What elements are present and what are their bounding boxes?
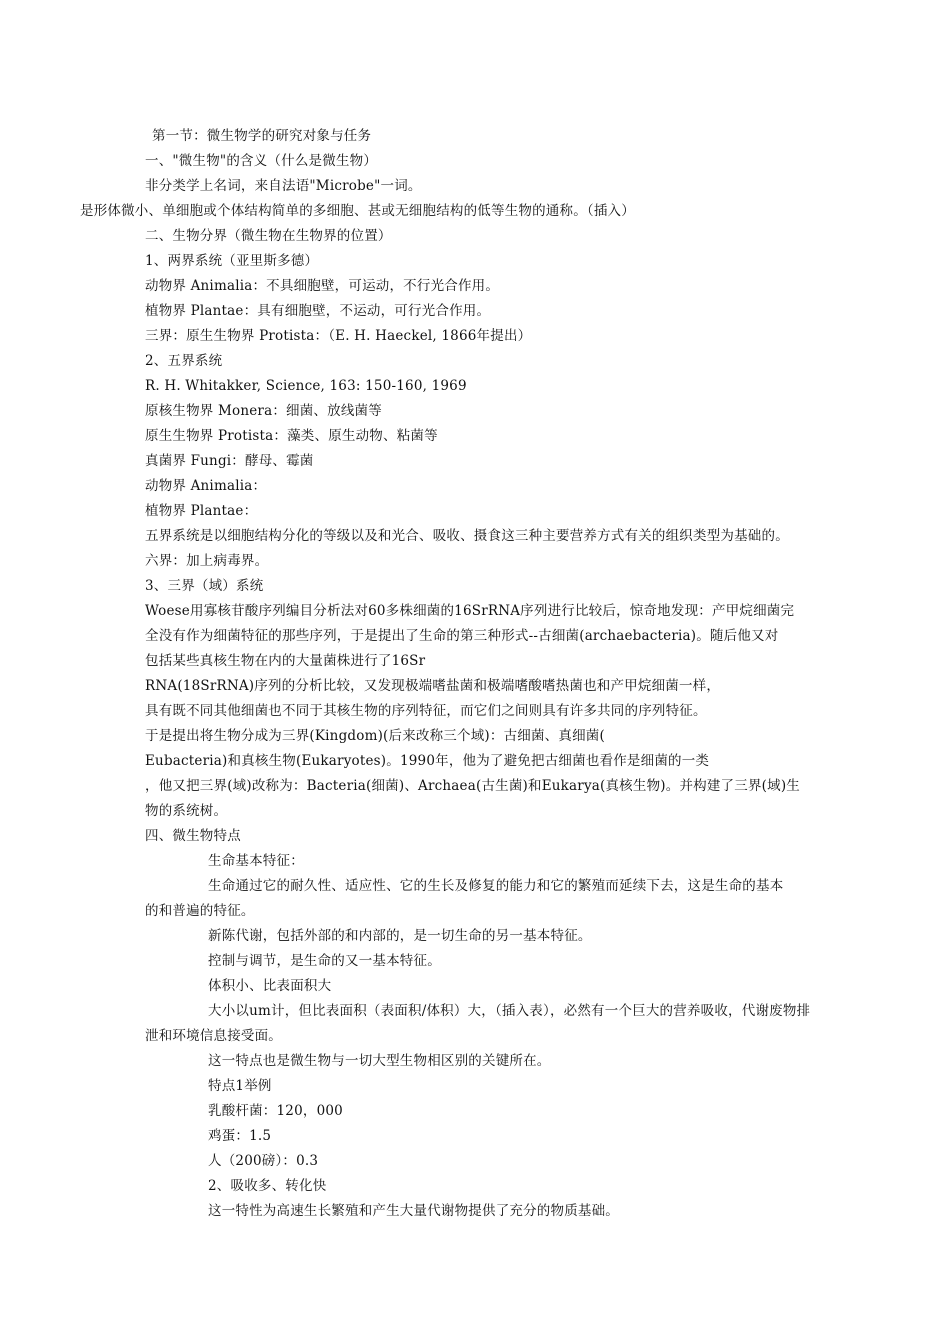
heading-2: 二、生物分界（微生物在生物界的位置）: [145, 228, 392, 244]
paragraph-line: 的和普遍的特征。: [145, 903, 255, 919]
paragraph-line: 植物界 Plantae：: [145, 503, 258, 519]
paragraph-line: 原生生物界 Protista：藻类、原生动物、粘菌等: [145, 428, 438, 444]
subheading: 1、两界系统（亚里斯多德）: [145, 253, 319, 269]
paragraph-line: 五界系统是以细胞结构分化的等级以及和光合、吸收、摄食这三种主要营养方式有关的组织类型为基础的。: [145, 528, 789, 544]
paragraph-line: 具有既不同其他细菌也不同于其核生物的序列特征，而它们之间则具有许多共同的序列特征。: [145, 703, 707, 719]
paragraph-line: 三界：原生生物界 Protista：（E. H. Haeckel, 1866年提出）: [145, 328, 532, 344]
paragraph-line: 这一特性为高速生长繁殖和产生大量代谢物提供了充分的物质基础。: [208, 1203, 619, 1219]
paragraph-line: 特点1举例: [208, 1078, 272, 1094]
paragraph-line: 2、吸收多、转化快: [208, 1178, 327, 1194]
paragraph-line: 乳酸杆菌：120，000: [208, 1103, 343, 1119]
paragraph-line: 真菌界 Fungi：酵母、霉菌: [145, 453, 314, 469]
paragraph-line: RNA(18SrRNA)序列的分析比较，又发现极端嗜盐菌和极端嗜酸嗜热菌也和产甲烷细菌一样，: [145, 678, 721, 694]
paragraph-line: 人（200磅）：0.3: [208, 1153, 319, 1169]
paragraph-line: 非分类学上名词，来自法语"Microbe"一词。: [145, 178, 422, 194]
subheading: 2、五界系统: [145, 353, 223, 369]
paragraph-line: 鸡蛋：1.5: [208, 1128, 272, 1144]
paragraph-line: 包括某些真核生物在内的大量菌株进行了16Sr: [145, 653, 426, 669]
paragraph-line: 植物界 Plantae：具有细胞壁，不运动，可行光合作用。: [145, 303, 491, 319]
paragraph-line: 大小以um计，但比表面积（表面积/体积）大，（插入表），必然有一个巨大的营养吸收，代谢废物排: [208, 1003, 811, 1019]
paragraph-line: Woese用寡核苷酸序列编目分析法对60多株细菌的16SrRNA序列进行比较后，惊奇地发现：产甲烷细菌完: [145, 603, 795, 619]
paragraph-line: 全没有作为细菌特征的那些序列，于是提出了生命的第三种形式--古细菌(archaebacteria)。随后他又对: [145, 628, 779, 644]
paragraph-line: 动物界 Animalia：不具细胞壁，可运动，不行光合作用。: [145, 278, 500, 294]
paragraph-line: 六界：加上病毒界。: [145, 553, 269, 569]
paragraph-line: 生命基本特征：: [208, 853, 304, 869]
paragraph-line: 于是提出将生物分成为三界(Kingdom)(后来改称三个域)：古细菌、真细菌(: [145, 728, 605, 744]
paragraph-line: 这一特点也是微生物与一切大型生物相区别的关键所在。: [208, 1053, 551, 1069]
paragraph-line: 控制与调节，是生命的又一基本特征。: [208, 953, 441, 969]
paragraph-line: 体积小、比表面积大: [208, 978, 332, 994]
paragraph-line: ，他又把三界(域)改称为：Bacteria(细菌)、Archaea(古生菌)和Eukarya(真核生物)。并构建了三界(域)生: [145, 778, 800, 794]
paragraph-line: 动物界 Animalia：: [145, 478, 267, 494]
heading-1: 一、"微生物"的含义（什么是微生物）: [145, 153, 378, 169]
heading-4: 四、微生物特点: [145, 828, 241, 844]
paragraph-line: 生命通过它的耐久性、适应性、它的生长及修复的能力和它的繁殖而延续下去，这是生命的基本: [208, 878, 784, 894]
paragraph-line: 新陈代谢，包括外部的和内部的，是一切生命的另一基本特征。: [208, 928, 592, 944]
section-title: 第一节：微生物学的研究对象与任务: [152, 128, 372, 144]
citation-line: R. H. Whitakker, Science, 163: 150-160, 1969: [145, 378, 467, 394]
paragraph-line: 泄和环境信息接受面。: [145, 1028, 282, 1044]
paragraph-line: 原核生物界 Monera：细菌、放线菌等: [145, 403, 382, 419]
paragraph-line: 是形体微小、单细胞或个体结构简单的多细胞、甚或无细胞结构的低等生物的通称。（插入）: [80, 203, 635, 219]
paragraph-line: Eubacteria)和真核生物(Eukaryotes)。1990年，他为了避免把古细菌也看作是细菌的一类: [145, 753, 710, 769]
paragraph-line: 物的系统树。: [145, 803, 228, 819]
subheading: 3、三界（域）系统: [145, 578, 264, 594]
